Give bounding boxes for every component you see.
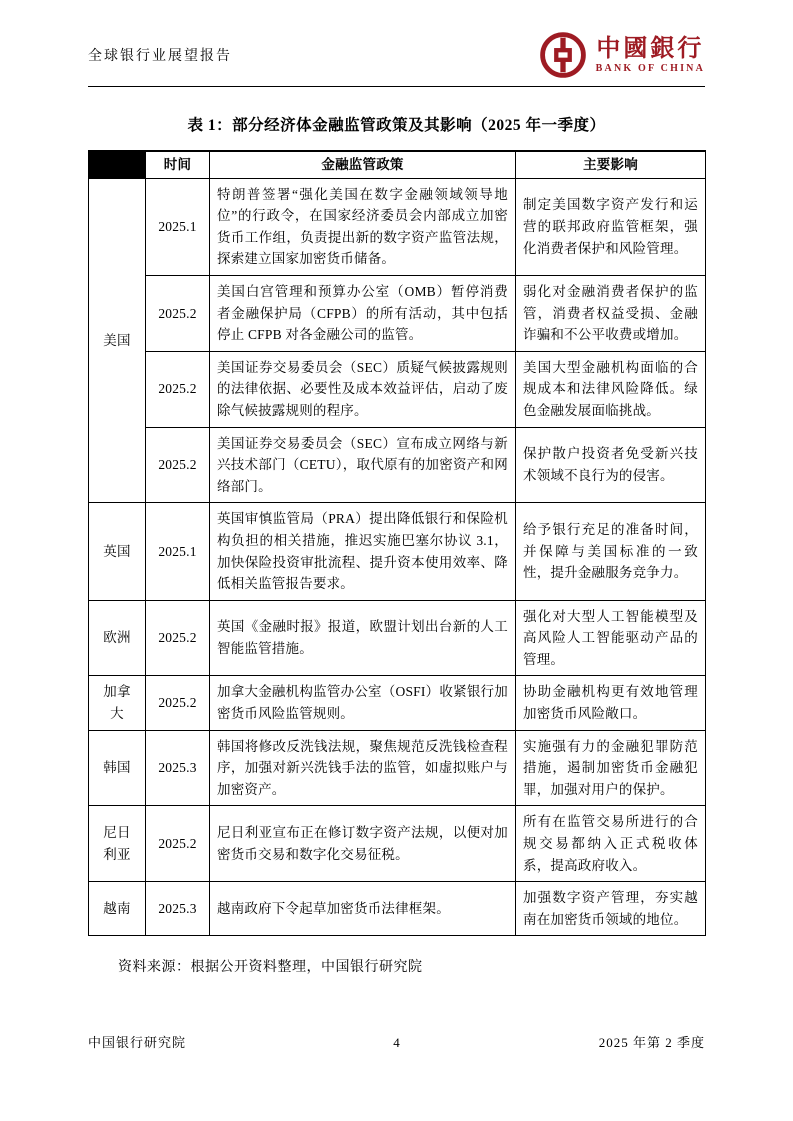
region-cell: 韩国 [89,730,146,806]
region-cell: 越南 [89,882,146,936]
region-column-header [89,151,146,178]
policy-cell: 英国《金融时报》报道，欧盟计划出台新的人工智能监管措施。 [210,600,516,676]
page-header [88,30,705,86]
table-row [89,427,706,503]
footer-institute: 中国银行研究院 [88,1035,187,1050]
report-title: 全球银行业展望报告 [88,49,232,64]
table-row [89,882,706,936]
time-column-header: 时间 [146,151,210,178]
table-row [89,730,706,806]
table-header-row [89,151,706,178]
regulatory-policy-table [88,150,706,936]
policy-cell: 越南政府下令起草加密货币法律框架。 [210,882,516,936]
time-cell: 2025.1 [146,178,210,275]
source-note: 资料来源：根据公开资料整理，中国银行研究院 [118,960,423,976]
policy-cell: 英国审慎监管局（PRA）提出降低银行和保险机构负担的相关措施，推迟实施巴塞尔协议 3.1，加快保险投资审批流程、提升资本使用效率、降低相关监管报告要求。 [210,503,516,600]
logo-english-name: BANK OF CHINA [595,63,705,75]
table-title: 表 1：部分经济体金融监管政策及其影响（2025 年一季度） [187,117,606,134]
logo-text [596,36,705,75]
region-cell: 加拿大 [89,676,146,730]
region-cell: 英国 [89,503,146,600]
impact-cell: 强化对大型人工智能模型及高风险人工智能驱动产品的管理。 [516,600,706,676]
bank-of-china-logo [539,31,705,79]
time-cell: 2025.2 [146,676,210,730]
region-cell: 欧洲 [89,600,146,676]
impact-cell: 所有在监管交易所进行的合规交易都纳入正式税收体系，提高政府收入。 [516,806,706,882]
impact-cell: 实施强有力的金融犯罪防范措施，遏制加密货币金融犯罪，加强对用户的保护。 [516,730,706,806]
region-cell: 美国 [89,178,146,503]
time-cell: 2025.2 [146,427,210,503]
impact-cell: 制定美国数字资产发行和运营的联邦政府监管框架，强化消费者保护和风险管理。 [516,178,706,275]
page-footer [88,1032,705,1051]
impact-cell: 美国大型金融机构面临的合规成本和法律风险降低。绿色金融发展面临挑战。 [516,351,706,427]
table-row [89,275,706,351]
time-cell: 2025.2 [146,600,210,676]
policy-column-header: 金融监管政策 [210,151,516,178]
footer-quarter: 2025 年第 2 季度 [598,1035,705,1050]
time-cell: 2025.1 [146,503,210,600]
table-row [89,351,706,427]
policy-cell: 加拿大金融机构监管办公室（OSFI）收紧银行加密货币风险监管规则。 [210,676,516,730]
policy-cell: 美国证券交易委员会（SEC）宣布成立网络与新兴技术部门（CETU），取代原有的加密资产和网络部门。 [210,427,516,503]
region-cell: 尼日利亚 [89,806,146,882]
time-cell: 2025.3 [146,730,210,806]
policy-cell: 美国证券交易委员会（SEC）质疑气候披露规则的法律依据、必要性及成本效益评估，启动了废除气候披露规则的程序。 [210,351,516,427]
impact-cell: 给予银行充足的准备时间，并保障与美国标准的一致性，提升金融服务竞争力。 [516,503,706,600]
time-cell: 2025.3 [146,882,210,936]
impact-column-header: 主要影响 [516,151,706,178]
table-row [89,503,706,600]
boc-coin-emblem-icon [539,31,587,79]
impact-cell: 弱化对金融消费者保护的监管，消费者权益受损、金融诈骗和不公平收费或增加。 [516,275,706,351]
table-row [89,806,706,882]
table-row [89,600,706,676]
policy-cell: 特朗普签署“强化美国在数字金融领域领导地位”的行政令，在国家经济委员会内部成立加密货币工作组，负责提出新的数字资产监管法规，探索建立国家加密货币储备。 [210,178,516,275]
impact-cell: 加强数字资产管理，夯实越南在加密货币领域的地位。 [516,882,706,936]
footer-page-number: 4 [393,1035,400,1050]
logo-chinese-name: 中國銀行 [596,35,705,62]
policy-cell: 韩国将修改反洗钱法规，聚焦规范反洗钱检查程序，加强对新兴洗钱手法的监管，如虚拟账户与加密资产。 [210,730,516,806]
policy-cell: 美国白宫管理和预算办公室（OMB）暂停消费者金融保护局（CFPB）的所有活动，其中包括停止 CFPB 对各金融公司的监管。 [210,275,516,351]
policy-cell: 尼日利亚宣布正在修订数字资产法规，以便对加密货币交易和数字化交易征税。 [210,806,516,882]
table-row [89,178,706,275]
impact-cell: 保护散户投资者免受新兴技术领域不良行为的侵害。 [516,427,706,503]
time-cell: 2025.2 [146,275,210,351]
header-divider [88,86,705,87]
impact-cell: 协助金融机构更有效地管理加密货币风险敞口。 [516,676,706,730]
table-row [89,676,706,730]
time-cell: 2025.2 [146,806,210,882]
time-cell: 2025.2 [146,351,210,427]
